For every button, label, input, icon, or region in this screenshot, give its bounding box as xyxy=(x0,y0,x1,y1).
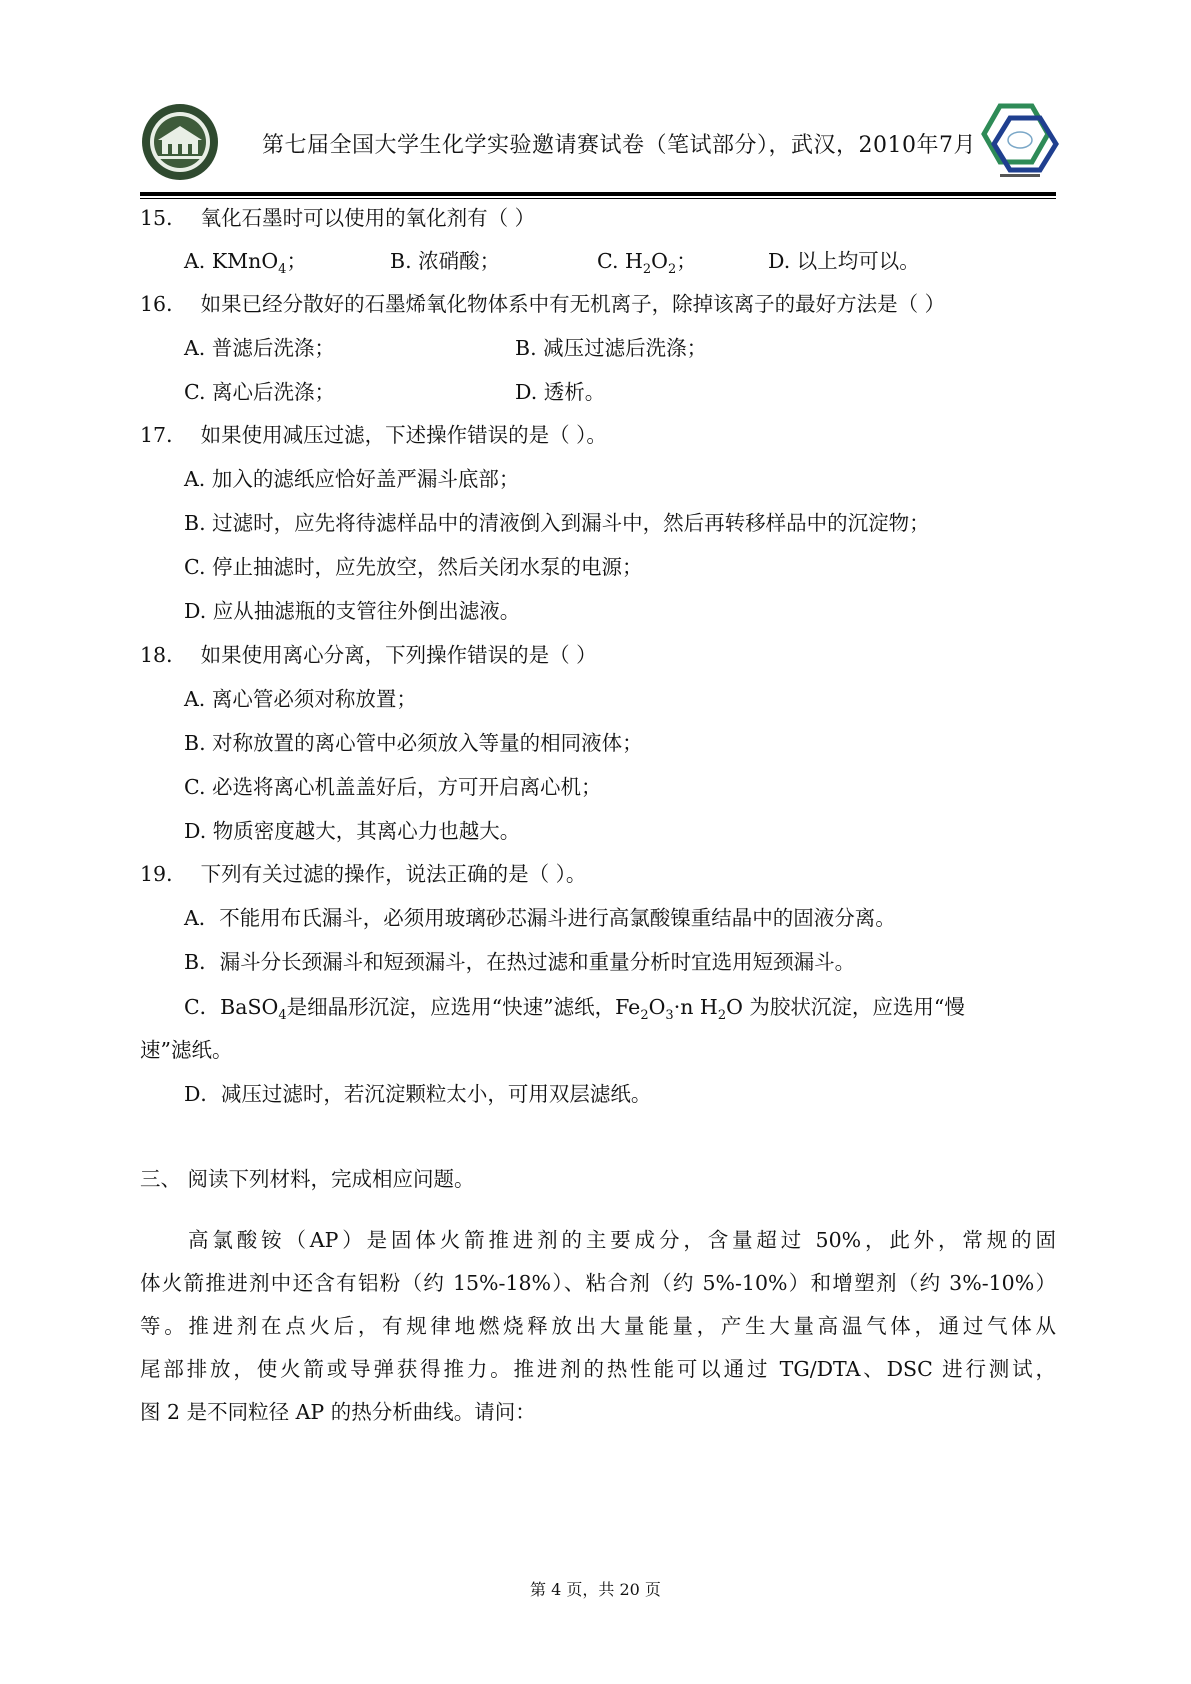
question-17-option-c: C. 停止抽滤时，应先放空，然后关闭水泵的电源； xyxy=(184,555,643,579)
question-number: 16． xyxy=(140,292,187,316)
option-d: D. 以上均可以。 xyxy=(768,249,920,273)
section-3-paragraph-line: 等。推进剂在点火后，有规律地燃烧释放出大量能量，产生大量高温气体，通过气体从 xyxy=(140,1314,1056,1338)
question-16-options-row1 xyxy=(0,334,1191,364)
option-c: C. 离心后洗涤； xyxy=(184,380,335,404)
section-3-paragraph-line: 体火箭推进剂中还含有铝粉（约 15%-18%）、粘合剂（约 5%-10%）和增塑剂（约 3%-10%） xyxy=(140,1271,1056,1295)
header-rule-thick xyxy=(140,192,1056,196)
question-number: 18． xyxy=(140,643,187,667)
header-title: 第七届全国大学生化学实验邀请赛试卷（笔试部分），武汉，2010年7月 xyxy=(262,133,976,158)
question-stem: 下列有关过滤的操作，说法正确的是（ ）。 xyxy=(200,862,587,886)
option-d: D. 透析。 xyxy=(515,380,606,404)
option-b: B. 减压过滤后洗涤； xyxy=(515,336,708,360)
question-17-option-b: B. 过滤时，应先将待滤样品中的清液倒入到漏斗中，然后再转移样品中的沉淀物； xyxy=(184,511,930,535)
option-a: A. KMnO$_4$； xyxy=(184,249,307,277)
question-18-option-c: C. 必选将离心机盖盖好后，方可开启离心机； xyxy=(184,775,602,799)
question-17-option-a: A. 加入的滤纸应恰好盖严漏斗底部； xyxy=(184,467,520,491)
question-number: 19． xyxy=(140,862,187,886)
option-c: C. $H_2O_2$； xyxy=(597,249,697,277)
question-18-option-b: B. 对称放置的离心管中必须放入等量的相同液体； xyxy=(184,731,643,755)
question-number: 17． xyxy=(140,423,187,447)
question-stem: 如果已经分散好的石墨烯氧化物体系中有无机离子，除掉该离子的最好方法是（ ） xyxy=(200,292,946,316)
question-19-option-c-line2: 速”滤纸。 xyxy=(140,1038,233,1062)
question-15-options xyxy=(0,247,1191,277)
question-19-option-b: B．漏斗分长颈漏斗和短颈漏斗，在热过滤和重量分析时宜选用短颈漏斗。 xyxy=(184,950,856,974)
question-19-option-d: D．减压过滤时，若沉淀颗粒太小，可用双层滤纸。 xyxy=(184,1082,652,1106)
question-19 xyxy=(140,860,586,888)
university-seal-icon xyxy=(140,102,220,182)
question-stem: 氧化石墨时可以使用的氧化剂有（ ） xyxy=(200,206,536,230)
question-stem: 如果使用离心分离，下列操作错误的是（ ） xyxy=(200,643,597,667)
question-16-options-row2 xyxy=(0,378,1191,408)
page-footer: 第 4 页，共 20 页 xyxy=(530,1580,661,1599)
question-stem: 如果使用减压过滤，下述操作错误的是（ ）。 xyxy=(200,423,607,447)
section-3-paragraph-line: 图 2 是不同粒径 AP 的热分析曲线。请问： xyxy=(140,1400,536,1424)
question-17-option-d: D. 应从抽滤瓶的支管往外倒出滤液。 xyxy=(184,599,521,623)
question-19-option-a: A．不能用布氏漏斗，必须用玻璃砂芯漏斗进行高氯酸镍重结晶中的固液分离。 xyxy=(184,906,896,930)
section-3-paragraph-line: 高氯酸铵（AP）是固体火箭推进剂的主要成分，含量超过 50%，此外，常规的固 xyxy=(188,1228,1056,1252)
question-18 xyxy=(140,641,597,669)
question-18-option-d: D. 物质密度越大，其离心力也越大。 xyxy=(184,819,521,843)
question-19-option-c: C．BaSO$_4$是细晶形沉淀，应选用“快速”滤纸，$Fe_2O_3\cdot n$ $H_2O$ 为胶状沉淀，应选用“慢 xyxy=(184,995,965,1023)
question-18-option-a: A. 离心管必须对称放置； xyxy=(184,687,417,711)
option-b: B. 浓硝酸； xyxy=(390,249,501,273)
question-15 xyxy=(140,204,535,232)
section-3-paragraph-line: 尾部排放，使火箭或导弹获得推力。推进剂的热性能可以通过 TG/DTA、DSC 进行测试， xyxy=(140,1357,1056,1381)
option-a: A. 普滤后洗涤； xyxy=(184,336,335,360)
question-17 xyxy=(140,421,607,449)
competition-hexagon-logo-icon xyxy=(970,100,1066,184)
section-3-heading: 三、 阅读下列材料，完成相应问题。 xyxy=(140,1167,475,1191)
question-16 xyxy=(140,290,945,318)
header-rule-thin xyxy=(140,198,1056,199)
question-number: 15． xyxy=(140,206,187,230)
